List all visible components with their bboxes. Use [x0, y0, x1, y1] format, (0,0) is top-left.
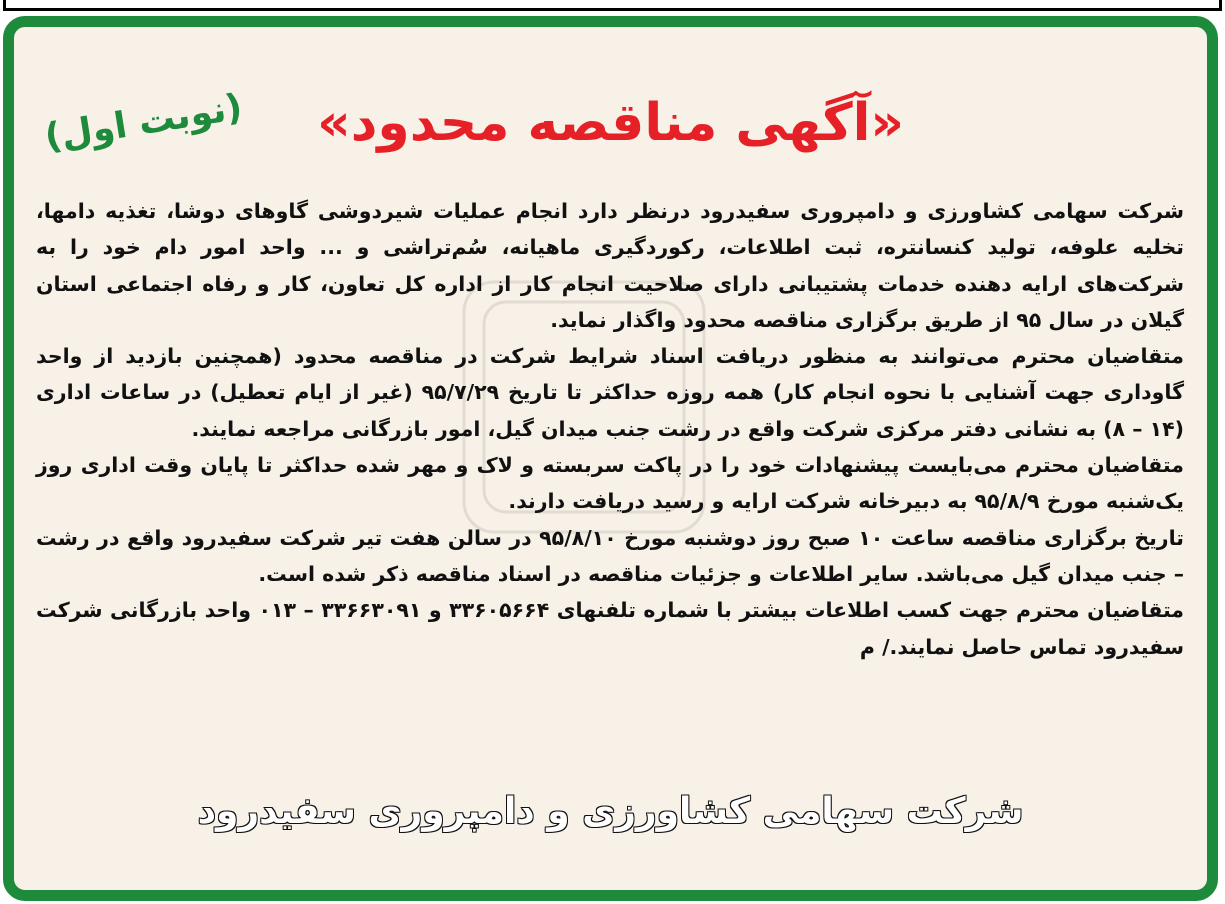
- turn-label: (نوبت اول): [42, 86, 246, 159]
- notice-paragraph: شرکت سهامی کشاورزی و دامپروری سفیدرود درنظر دارد انجام عملیات شیردوشی گاوهای دوشا، تغذیه دامها، تخلیه علوفه، تولید کنسانتره، ثبت اطلاعات، رکوردگیری ماهیانه، سُم‌تراشی و ... واحد امور دام خود را به شرکت‌های ارایه دهنده خدمات پشتیبانی دارای صلاحیت انجام کار از اداره کل تعاون، کار و رفاه اجتماعی استان گیلان در سال ۹۵ از طریق برگزاری مناقصه محدود واگذار نماید.: [36, 199, 1184, 332]
- company-signature: شرکت سهامی کشاورزی و دامپروری سفیدرود: [197, 791, 1024, 832]
- notice-paragraph: تاریخ برگزاری مناقصه ساعت ۱۰ صبح روز دوشنبه مورخ ۹۵/۸/۱۰ در سالن هفت تیر شرکت سفیدرود واقع در رشت – جنب میدان گیل می‌باشد. سایر اطلاعات و جزئیات مناقصه در اسناد مناقصه ذکر شده است.: [36, 525, 1184, 586]
- notice-paragraph: متقاضیان محترم می‌توانند به منظور دریافت اسناد شرایط شرکت در مناقصه محدود (همچنین بازدید از واحد گاوداری جهت آشنایی با نحوه انجام کار) همه روزه حداکثر تا تاریخ ۹۵/۷/۲۹ (غیر از ایام تعطیل) در ساعات اداری (۱۴ – ۸) به نشانی دفتر مرکزی شرکت واقع در رشت جنب میدان گیل، امور بازرگانی مراجعه نمایند.: [36, 344, 1184, 441]
- notice-paragraph: متقاضیان محترم جهت کسب اطلاعات بیشتر با شماره تلفنهای ۳۳۶۰۵۶۶۴ و ۳۳۶۶۳۰۹۱ – ۰۱۳ واحد بازرگانی شرکت سفیدرود تماس حاصل نمایند./ م: [36, 598, 1185, 659]
- notice-body: [36, 193, 1184, 665]
- notice-paragraph: متقاضیان محترم می‌بایست پیشنهادات خود را در پاکت سربسته و لاک و مهر شده حداکثر تا پایان وقت اداری روز یک‌شنبه مورخ ۹۵/۸/۹ به دبیرخانه شرکت ارایه و رسید دریافت دارند.: [36, 453, 1184, 514]
- top-border-strip: [3, 0, 1222, 11]
- notice-card: [3, 16, 1218, 901]
- notice-title: «آگهی مناقصه محدود»: [317, 93, 904, 153]
